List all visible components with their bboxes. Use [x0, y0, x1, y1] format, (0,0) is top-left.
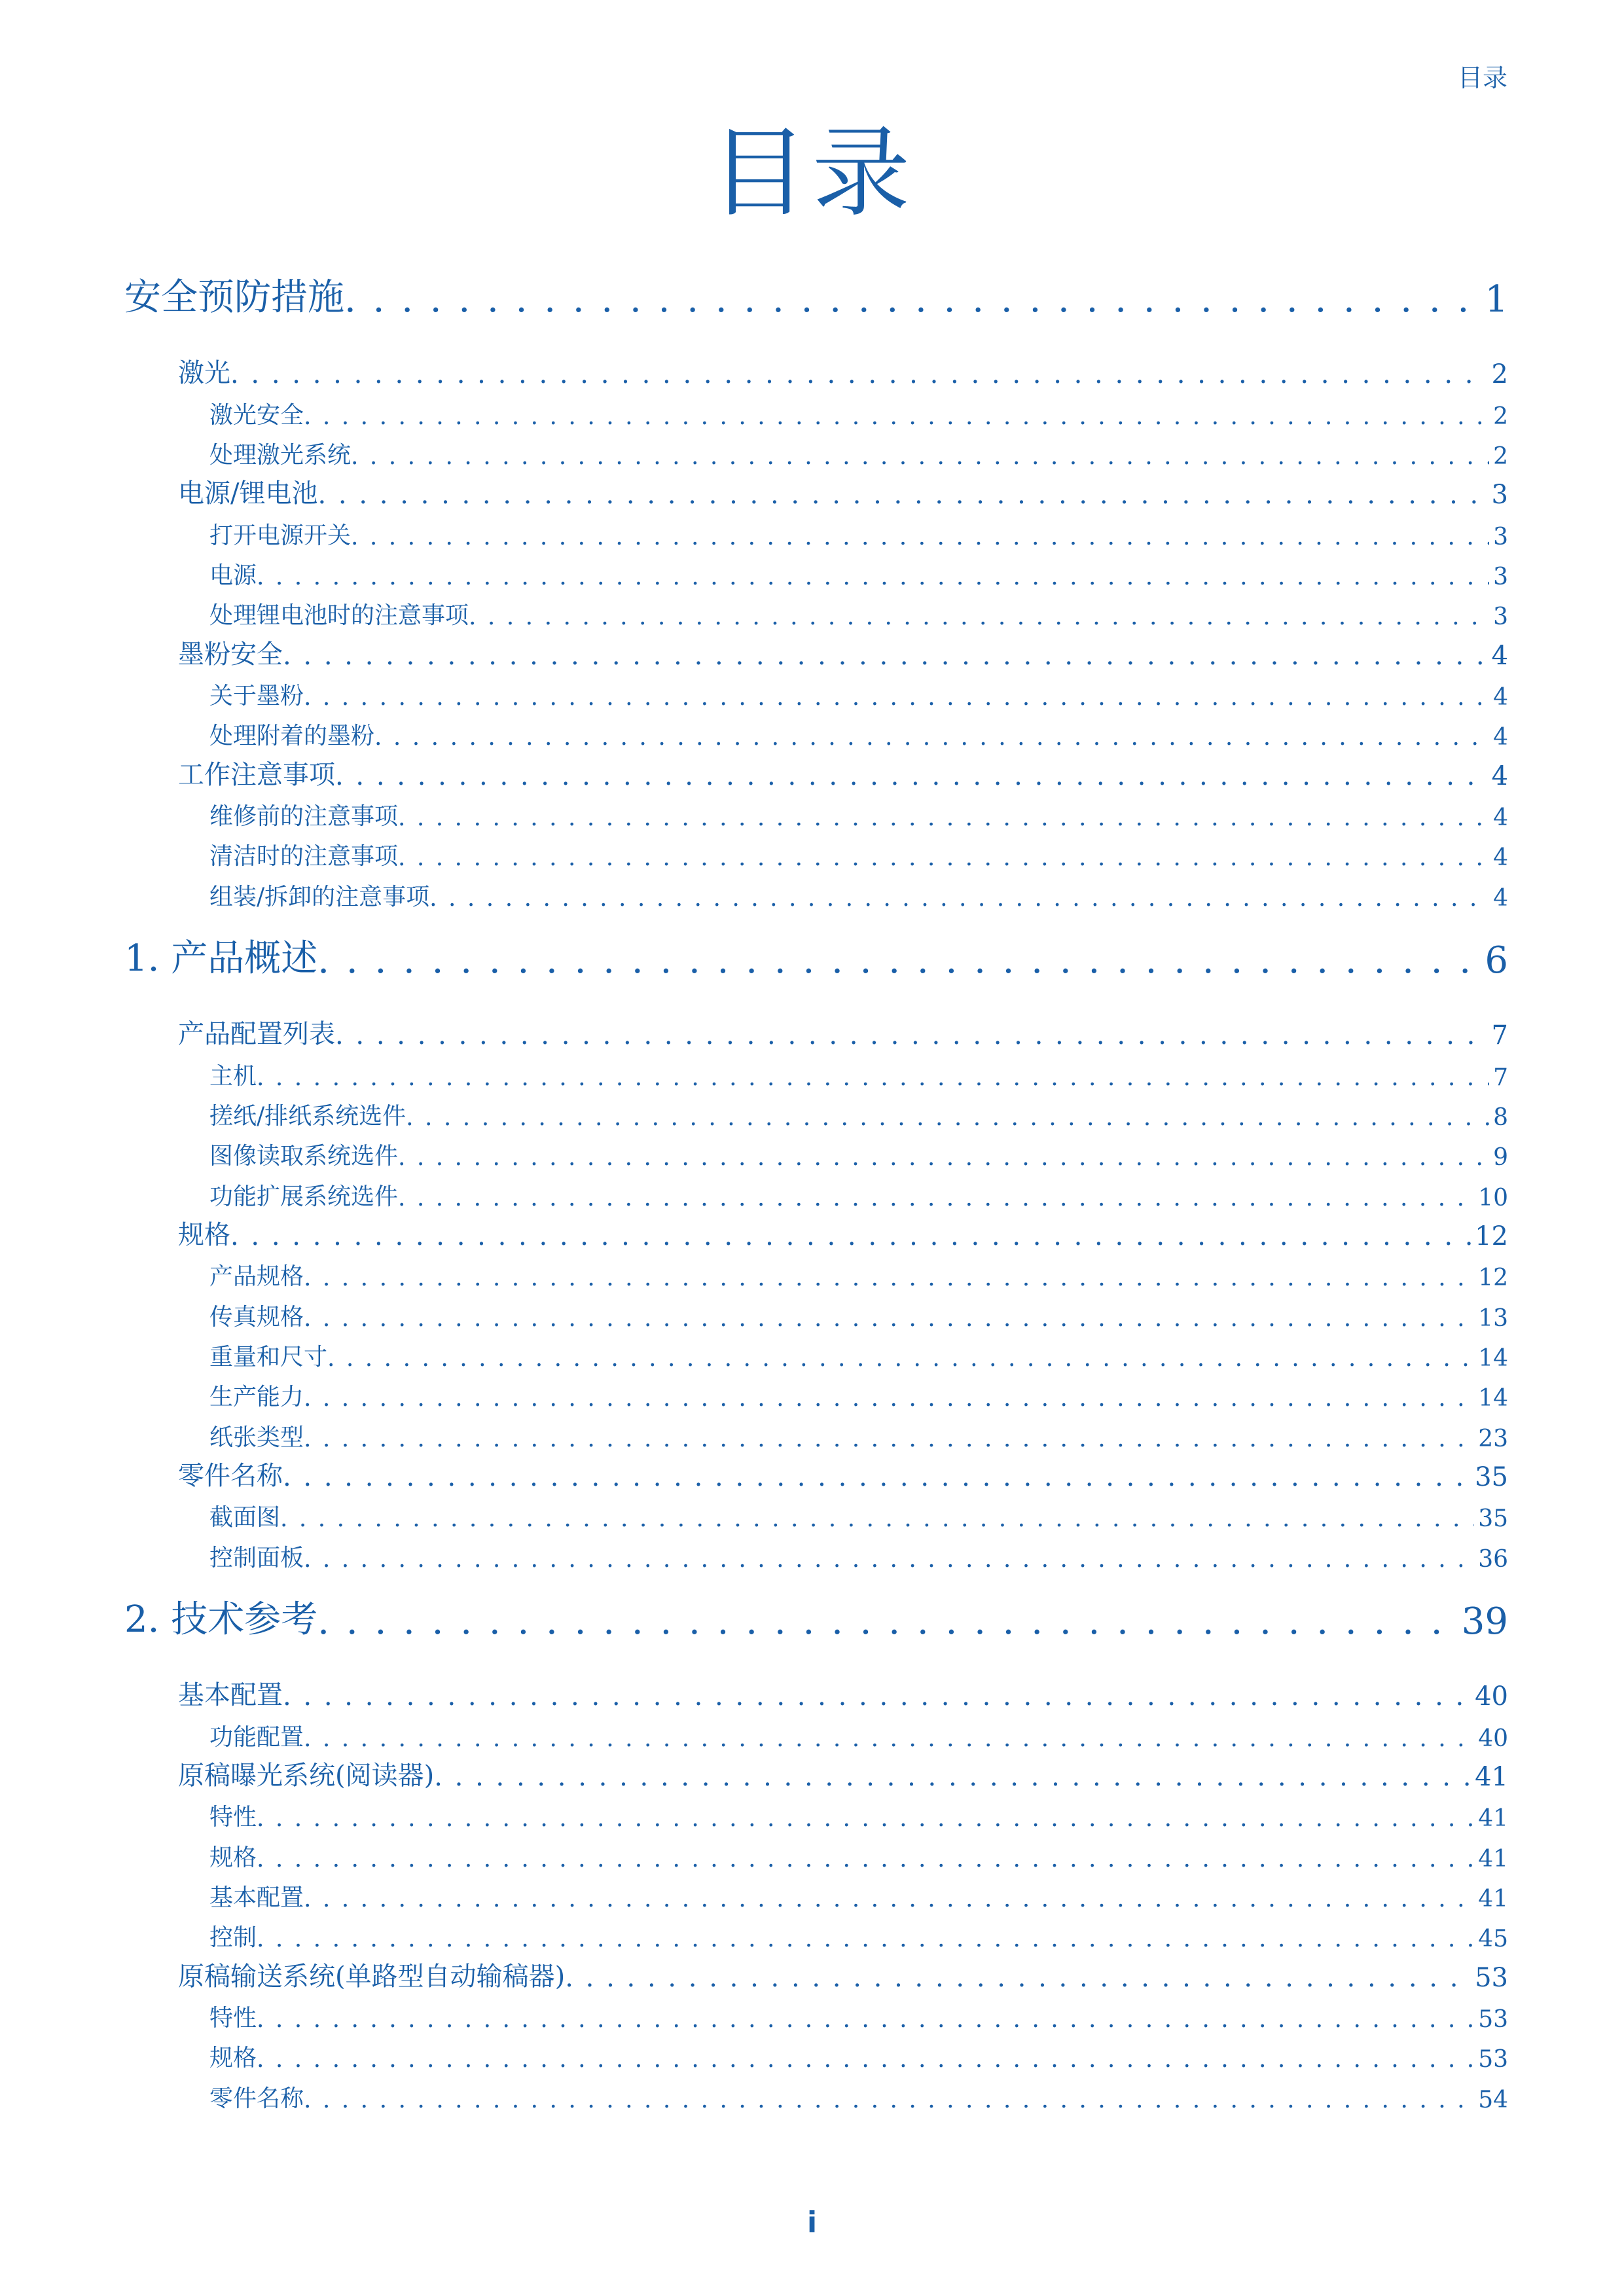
dot-leader — [304, 1546, 1474, 1573]
toc-entry-level-2[interactable] — [124, 1011, 1508, 1050]
toc-entry-page-number: 35 — [1478, 1505, 1508, 1532]
toc-entry-title: 控制 — [209, 1924, 257, 1951]
dot-leader — [257, 1064, 1489, 1091]
toc-entry-title: 处理附着的墨粉 — [209, 723, 375, 749]
toc-entry-page-number: 4 — [1493, 844, 1508, 871]
page-title: 目录 — [710, 117, 914, 230]
toc-entry-page-number: 40 — [1478, 1725, 1508, 1752]
toc-entry-page-number: 10 — [1478, 1185, 1508, 1211]
toc-entry-page-number: 3 — [1493, 603, 1508, 630]
dot-leader — [344, 278, 1481, 321]
toc-entry-title: 规格 — [178, 1220, 230, 1250]
toc-entry-title: 安全预防措施 — [124, 276, 344, 319]
dot-leader — [398, 1185, 1474, 1211]
toc-entry-page-number: 2 — [1493, 443, 1508, 470]
toc-entry-level-3[interactable] — [124, 792, 1508, 831]
toc-entry-title: 原稿曝光系统(阅读器) — [178, 1761, 435, 1791]
toc-entry-title: 墨粉安全 — [178, 639, 283, 670]
dot-leader — [280, 1505, 1474, 1532]
dot-leader — [257, 1805, 1474, 1832]
toc-entry-title: 工作注意事项 — [178, 760, 335, 790]
toc-entry-title: 传真规格 — [209, 1304, 304, 1331]
toc-entry-title: 打开电源开关 — [209, 522, 352, 549]
toc-entry-level-2[interactable] — [124, 752, 1508, 791]
toc-entry-page-number: 12 — [1478, 1265, 1508, 1291]
toc-entry-level-3[interactable] — [124, 1994, 1508, 2033]
toc-entry-page-number: 4 — [1493, 684, 1508, 711]
toc-entry-page-number: 53 — [1478, 2006, 1508, 2033]
toc-entry-page-number: 12 — [1475, 1221, 1508, 1251]
toc-entry-title: 生产能力 — [209, 1384, 304, 1410]
toc-entry-page-number: 4 — [1491, 761, 1508, 791]
toc-entry-page-number: 41 — [1478, 1886, 1508, 1912]
toc-entry-level-2[interactable] — [124, 1753, 1508, 1792]
dot-leader — [565, 1963, 1471, 1993]
toc-entry-level-3[interactable] — [124, 1372, 1508, 1412]
toc-entry-level-3[interactable] — [124, 1873, 1508, 1912]
toc-entry-title: 基本配置 — [209, 1884, 304, 1911]
toc-entry-page-number: 53 — [1478, 2046, 1508, 2073]
toc-entry-level-3[interactable] — [124, 1132, 1508, 1171]
toc-entry-level-3[interactable] — [124, 431, 1508, 470]
dot-leader — [283, 1681, 1471, 1712]
toc-entry-title: 处理锂电池时的注意事项 — [209, 602, 469, 629]
toc-entry-title: 原稿输送系统(单路型自动输稿器) — [178, 1962, 566, 1992]
toc-entry-title: 基本配置 — [178, 1680, 283, 1710]
toc-entry-page-number: 3 — [1491, 480, 1508, 510]
dot-leader — [283, 1462, 1471, 1492]
toc-entry-page-number: 6 — [1485, 939, 1508, 982]
toc-entry-level-3[interactable] — [124, 1793, 1508, 1832]
toc-entry-page-number: 7 — [1491, 1020, 1508, 1050]
toc-entry-level-2[interactable] — [124, 1453, 1508, 1492]
dot-leader — [398, 804, 1489, 831]
toc-entry-level-3[interactable] — [124, 1252, 1508, 1291]
dot-leader — [304, 1305, 1474, 1332]
toc-entry-level-3[interactable] — [124, 1534, 1508, 1573]
toc-entry-level-2[interactable] — [124, 1672, 1508, 1712]
dot-leader — [429, 885, 1489, 912]
dot-leader — [283, 641, 1488, 671]
toc-entry-level-3[interactable] — [124, 711, 1508, 751]
toc-entry-page-number: 39 — [1461, 1600, 1508, 1643]
dot-leader — [434, 1762, 1471, 1792]
toc-entry-title: 纸张类型 — [209, 1424, 304, 1451]
running-head: 目录 — [1457, 63, 1507, 92]
toc-entry-title: 2. 技术参考 — [124, 1598, 318, 1641]
toc-entry-page-number: 41 — [1475, 1762, 1508, 1792]
toc-entry-title: 激光 — [178, 358, 230, 388]
toc-entry-title: 主机 — [209, 1063, 257, 1090]
toc-entry-level-3[interactable] — [124, 1333, 1508, 1372]
toc-entry-level-3[interactable] — [124, 1172, 1508, 1211]
dot-leader — [317, 480, 1487, 510]
toc-entry-level-3[interactable] — [124, 2074, 1508, 2113]
toc-entry-level-3[interactable] — [124, 1052, 1508, 1091]
toc-entry-level-3[interactable] — [124, 551, 1508, 590]
dot-leader — [304, 1725, 1474, 1752]
toc-entry-page-number: 23 — [1478, 1426, 1508, 1452]
toc-entry-page-number: 35 — [1475, 1462, 1508, 1492]
toc-entry-level-3[interactable] — [124, 832, 1508, 871]
toc-entry-page-number: 2 — [1491, 359, 1508, 389]
toc-entry-level-3[interactable] — [124, 1092, 1508, 1131]
toc-entry-page-number: 54 — [1478, 2087, 1508, 2113]
toc-entry-title: 规格 — [209, 2045, 257, 2072]
dot-leader — [406, 1104, 1489, 1131]
toc-entry-title: 组装/拆卸的注意事项 — [209, 884, 430, 910]
toc-entry-page-number: 1 — [1485, 278, 1508, 321]
toc-entry-title: 特性 — [209, 2005, 257, 2032]
dot-leader — [304, 1426, 1474, 1452]
toc-entry-title: 产品配置列表 — [178, 1019, 335, 1049]
toc-entry-page-number: 9 — [1493, 1144, 1508, 1171]
toc-entry-page-number: 7 — [1493, 1064, 1508, 1091]
toc-entry-level-3[interactable] — [124, 2034, 1508, 2073]
toc-entry-title: 处理激光系统 — [209, 442, 352, 469]
dot-leader — [304, 1886, 1474, 1912]
dot-leader — [304, 1385, 1474, 1412]
toc-entry-title: 电源/锂电池 — [178, 478, 318, 509]
page-folio: i — [806, 2206, 818, 2239]
toc-entry-level-2[interactable] — [124, 1212, 1508, 1251]
toc-entry-page-number: 4 — [1493, 885, 1508, 912]
toc-entry-title: 零件名称 — [209, 2085, 304, 2112]
toc-entry-page-number: 2 — [1493, 403, 1508, 430]
toc-entry-level-3[interactable] — [124, 1833, 1508, 1873]
toc-entry-title: 控制面板 — [209, 1545, 304, 1571]
toc-entry-title: 维修前的注意事项 — [209, 803, 399, 830]
toc-entry-page-number: 13 — [1478, 1305, 1508, 1332]
toc-entry-page-number: 14 — [1478, 1385, 1508, 1412]
toc-entry-level-3[interactable] — [124, 1493, 1508, 1532]
toc-entry-page-number: 3 — [1493, 524, 1508, 550]
dot-leader — [317, 939, 1481, 982]
toc-entry-page-number: 4 — [1493, 804, 1508, 831]
toc-entry-level-2[interactable] — [124, 632, 1508, 671]
toc-entry-level-3[interactable] — [124, 1913, 1508, 1952]
toc-entry-page-number: 41 — [1478, 1846, 1508, 1873]
toc-entry-level-3[interactable] — [124, 672, 1508, 711]
toc-entry-page-number: 4 — [1493, 724, 1508, 751]
dot-leader — [335, 761, 1488, 791]
toc-entry-level-3[interactable] — [124, 1413, 1508, 1452]
toc-entry-level-3[interactable] — [124, 391, 1508, 430]
dot-leader — [327, 1345, 1474, 1372]
toc-entry-title: 1. 产品概述 — [124, 937, 318, 980]
toc-entry-title: 零件名称 — [178, 1461, 283, 1491]
toc-entry-level-2[interactable] — [124, 350, 1508, 389]
toc-entry-title: 重量和尺寸 — [209, 1344, 328, 1371]
dot-leader — [304, 684, 1489, 711]
dot-leader — [304, 2087, 1474, 2113]
toc-entry-level-3[interactable] — [124, 591, 1508, 630]
toc-entry-title: 功能配置 — [209, 1724, 304, 1751]
dot-leader — [351, 524, 1489, 550]
dot-leader — [257, 2006, 1474, 2033]
dot-leader — [257, 1846, 1474, 1873]
toc-entry-title: 电源 — [209, 562, 257, 589]
dot-leader — [230, 1221, 1471, 1251]
toc-entry-title: 特性 — [209, 1804, 257, 1831]
dot-leader — [317, 1600, 1458, 1643]
toc-entry-title: 功能扩展系统选件 — [209, 1183, 399, 1210]
toc-entry-level-2[interactable] — [124, 471, 1508, 510]
dot-leader — [351, 443, 1489, 470]
dot-leader — [469, 603, 1489, 630]
dot-leader — [398, 844, 1489, 871]
toc-entry-page-number: 14 — [1478, 1345, 1508, 1372]
toc-entry-level-3[interactable] — [124, 872, 1508, 912]
toc-entry-page-number: 40 — [1475, 1681, 1508, 1712]
toc-entry-level-2[interactable] — [124, 1954, 1508, 1993]
toc-entry-page-number: 53 — [1475, 1963, 1508, 1993]
dot-leader — [230, 359, 1488, 389]
toc-entry-page-number: 3 — [1493, 564, 1508, 590]
dot-leader — [257, 564, 1489, 590]
dot-leader — [257, 1926, 1474, 1952]
toc-entry-level-1[interactable] — [124, 929, 1508, 982]
toc-entry-title: 激光安全 — [209, 402, 304, 429]
toc-entry-title: 搓纸/排纸系统选件 — [209, 1103, 406, 1130]
toc-entry-page-number: 8 — [1493, 1104, 1508, 1131]
dot-leader — [304, 403, 1489, 430]
dot-leader — [257, 2046, 1474, 2073]
dot-leader — [304, 1265, 1474, 1291]
toc-entry-title: 图像读取系统选件 — [209, 1143, 399, 1170]
toc-entry-page-number: 36 — [1478, 1546, 1508, 1573]
dot-leader — [398, 1144, 1489, 1171]
toc-entry-title: 产品规格 — [209, 1263, 304, 1290]
toc-entry-level-1[interactable] — [124, 1590, 1508, 1643]
toc-entry-level-1[interactable] — [124, 268, 1508, 321]
toc-entry-page-number: 41 — [1478, 1805, 1508, 1832]
toc-entry-level-3[interactable] — [124, 511, 1508, 550]
toc-entry-title: 截面图 — [209, 1504, 281, 1531]
toc-entry-title: 关于墨粉 — [209, 683, 304, 709]
toc-entry-page-number: 4 — [1491, 641, 1508, 671]
toc-entry-page-number: 45 — [1478, 1926, 1508, 1952]
toc-entry-title: 清洁时的注意事项 — [209, 843, 399, 870]
dot-leader — [374, 724, 1489, 751]
toc-entry-title: 规格 — [209, 1844, 257, 1871]
toc-entry-level-3[interactable] — [124, 1713, 1508, 1752]
toc-entry-level-3[interactable] — [124, 1293, 1508, 1332]
dot-leader — [335, 1020, 1488, 1050]
